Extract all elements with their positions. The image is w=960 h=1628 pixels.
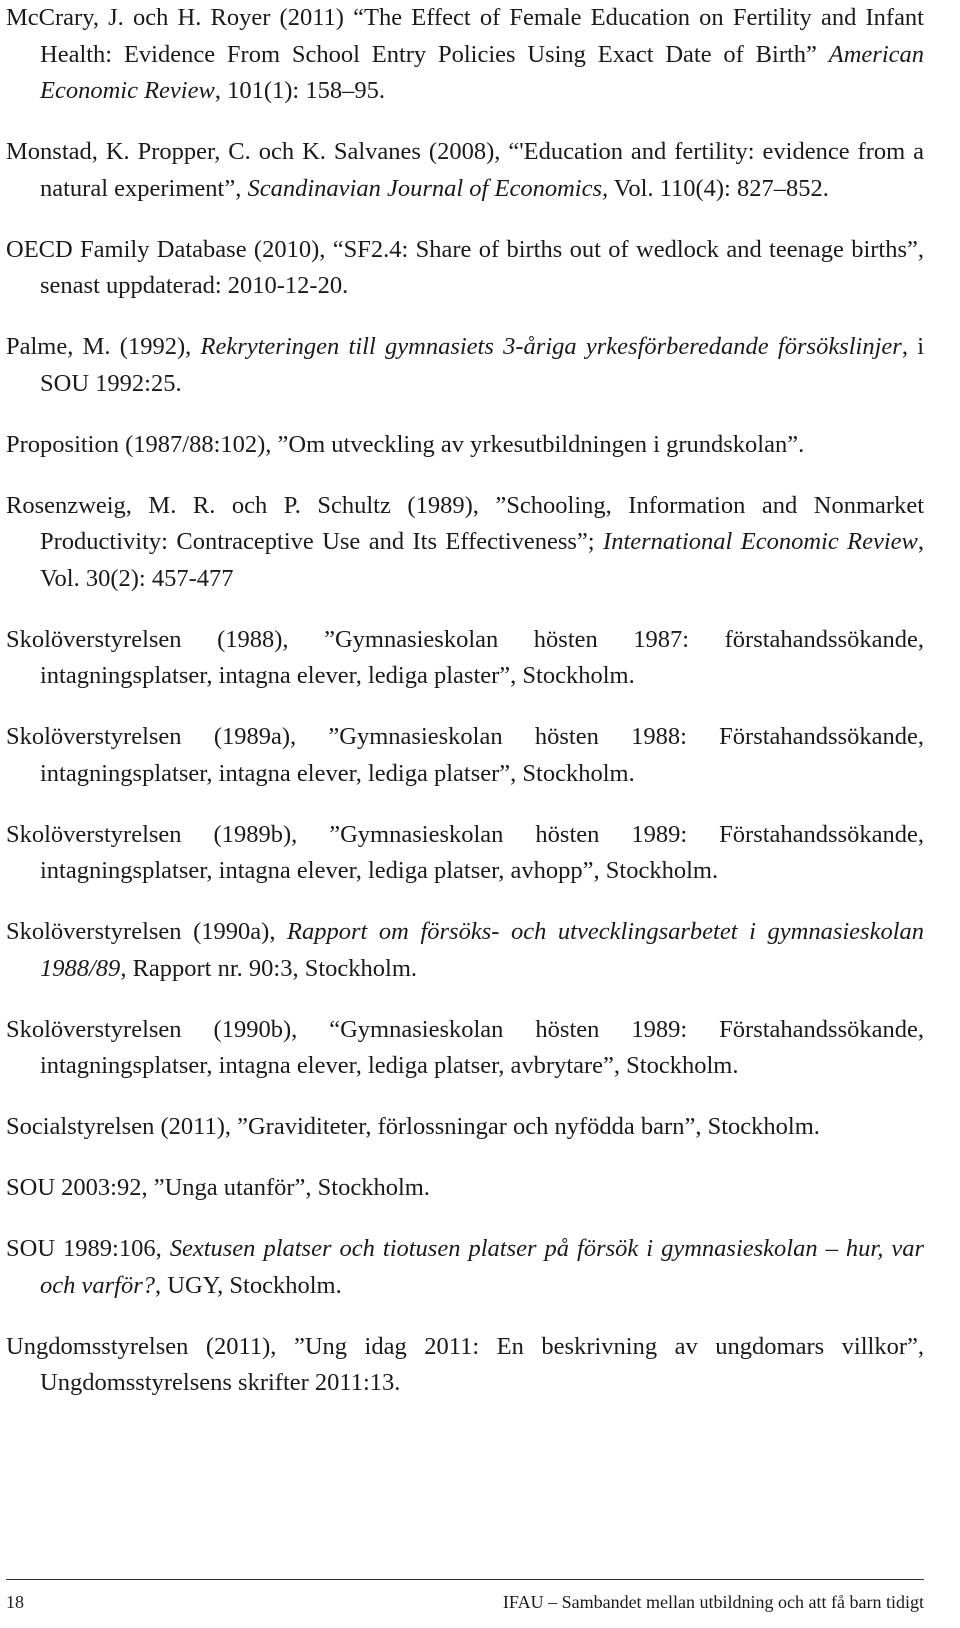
reference-text: Socialstyrelsen (2011), ”Graviditeter, förlossningar och nyfödda barn”, Stockholm. <box>6 1113 820 1140</box>
reference-journal: American Economic Review <box>40 40 924 104</box>
reference-entry-rosenzweig <box>6 488 924 598</box>
reference-entry-palme <box>6 329 924 402</box>
reference-details: Vol. 110(4): 827–852. <box>608 174 829 202</box>
reference-text: Skolöverstyrelsen (1989b), ”Gymnasieskolan hösten 1989: Förstahandssökande, intagningsplatser, intagna elever, lediga platser, avhopp”, Stockholm. <box>6 820 924 884</box>
reference-details: , Vol. 30(2): 457-477 <box>40 528 924 592</box>
reference-entry-sov-1990a <box>6 914 924 987</box>
running-title: IFAU – Sambandet mellan utbildning och att få barn tidigt <box>502 1592 924 1612</box>
reference-text: Rosenzweig, M. R. och P. Schultz (1989), ”Schooling, Information and Nonmarket Productivity: Contraceptive Use and Its Effectiveness”; <box>6 491 924 555</box>
reference-journal: Scandinavian Journal of Economics, <box>247 174 609 202</box>
reference-entry-sov-1989b <box>6 817 924 890</box>
reference-text: McCrary, J. och H. Royer (2011) “The Effect of Female Education on Fertility and Infant Health: Evidence From School Entry Policies Using Exact Date of Birth” <box>6 4 924 68</box>
reference-text: Ungdomsstyrelsen (2011), ”Ung idag 2011: En beskrivning av ungdomars villkor”, Ungdomsstyrelsens skrifter 2011:13. <box>6 1332 924 1396</box>
reference-details: , UGY, Stockholm. <box>155 1271 342 1299</box>
reference-text: SOU 2003:92, ”Unga utanför”, Stockholm. <box>6 1174 430 1201</box>
reference-text: Skolöverstyrelsen (1988), ”Gymnasieskolan hösten 1987: förstahandssökande, intagningsplatser, intagna elever, lediga plaster”, Stockholm. <box>6 625 924 689</box>
reference-details: , i SOU 1992:25. <box>40 333 925 397</box>
reference-entry-ungdomsstyrelsen <box>6 1329 924 1402</box>
reference-title: Rapport om försöks- och utvecklingsarbetet i gymnasieskolan 1988/89 <box>40 918 924 982</box>
reference-details: , Rapport nr. 90:3, Stockholm. <box>120 954 418 982</box>
reference-text: Skolöverstyrelsen (1990a), <box>6 918 288 945</box>
reference-entry-sou-2003 <box>6 1170 924 1207</box>
reference-list <box>6 0 924 1426</box>
reference-text: Palme, M. (1992), <box>6 333 201 360</box>
reference-entry-monstad <box>6 134 924 207</box>
reference-text: Monstad, K. Propper, C. och K. Salvanes (2008), “'Education and fertility: evidence from a natural experiment”, <box>6 138 924 202</box>
reference-title: Rekryteringen till gymnasiets 3-åriga yrkesförberedande försökslinjer <box>200 333 902 360</box>
reference-entry-sov-1989a <box>6 719 924 792</box>
reference-title: Sextusen platser och tiotusen platser på försök i gymnasieskolan – hur, var och varför? <box>40 1235 924 1299</box>
reference-text: SOU 1989:106, <box>6 1235 170 1262</box>
reference-details: , 101(1): 158–95. <box>214 77 385 104</box>
reference-entry-oecd <box>6 232 924 305</box>
reference-text: Proposition (1987/88:102), ”Om utveckling av yrkesutbildningen i grundskolan”. <box>6 430 805 458</box>
reference-entry-mccrary <box>6 0 924 110</box>
reference-journal: International Economic Review <box>603 528 918 555</box>
reference-text: Skolöverstyrelsen (1989a), ”Gymnasieskolan hösten 1988: Förstahandssökande, intagningsplatser, intagna elever, lediga platser”, Stockholm. <box>6 723 924 787</box>
reference-entry-sov-1988 <box>6 622 924 695</box>
page-footer <box>6 1579 924 1612</box>
reference-entry-socialstyrelsen <box>6 1109 924 1146</box>
reference-entry-proposition <box>6 427 924 464</box>
reference-entry-sou-1989 <box>6 1231 924 1304</box>
page-number: 18 <box>6 1592 24 1612</box>
reference-text: Skolöverstyrelsen (1990b), “Gymnasieskolan hösten 1989: Förstahandssökande, intagningsplatser, intagna elever, lediga platser, avbrytare”, Stockholm. <box>6 1015 924 1079</box>
reference-text: OECD Family Database (2010), “SF2.4: Share of births out of wedlock and teenage births”, senast uppdaterad: 2010-12-20. <box>6 235 924 299</box>
reference-entry-sov-1990b <box>6 1012 924 1085</box>
